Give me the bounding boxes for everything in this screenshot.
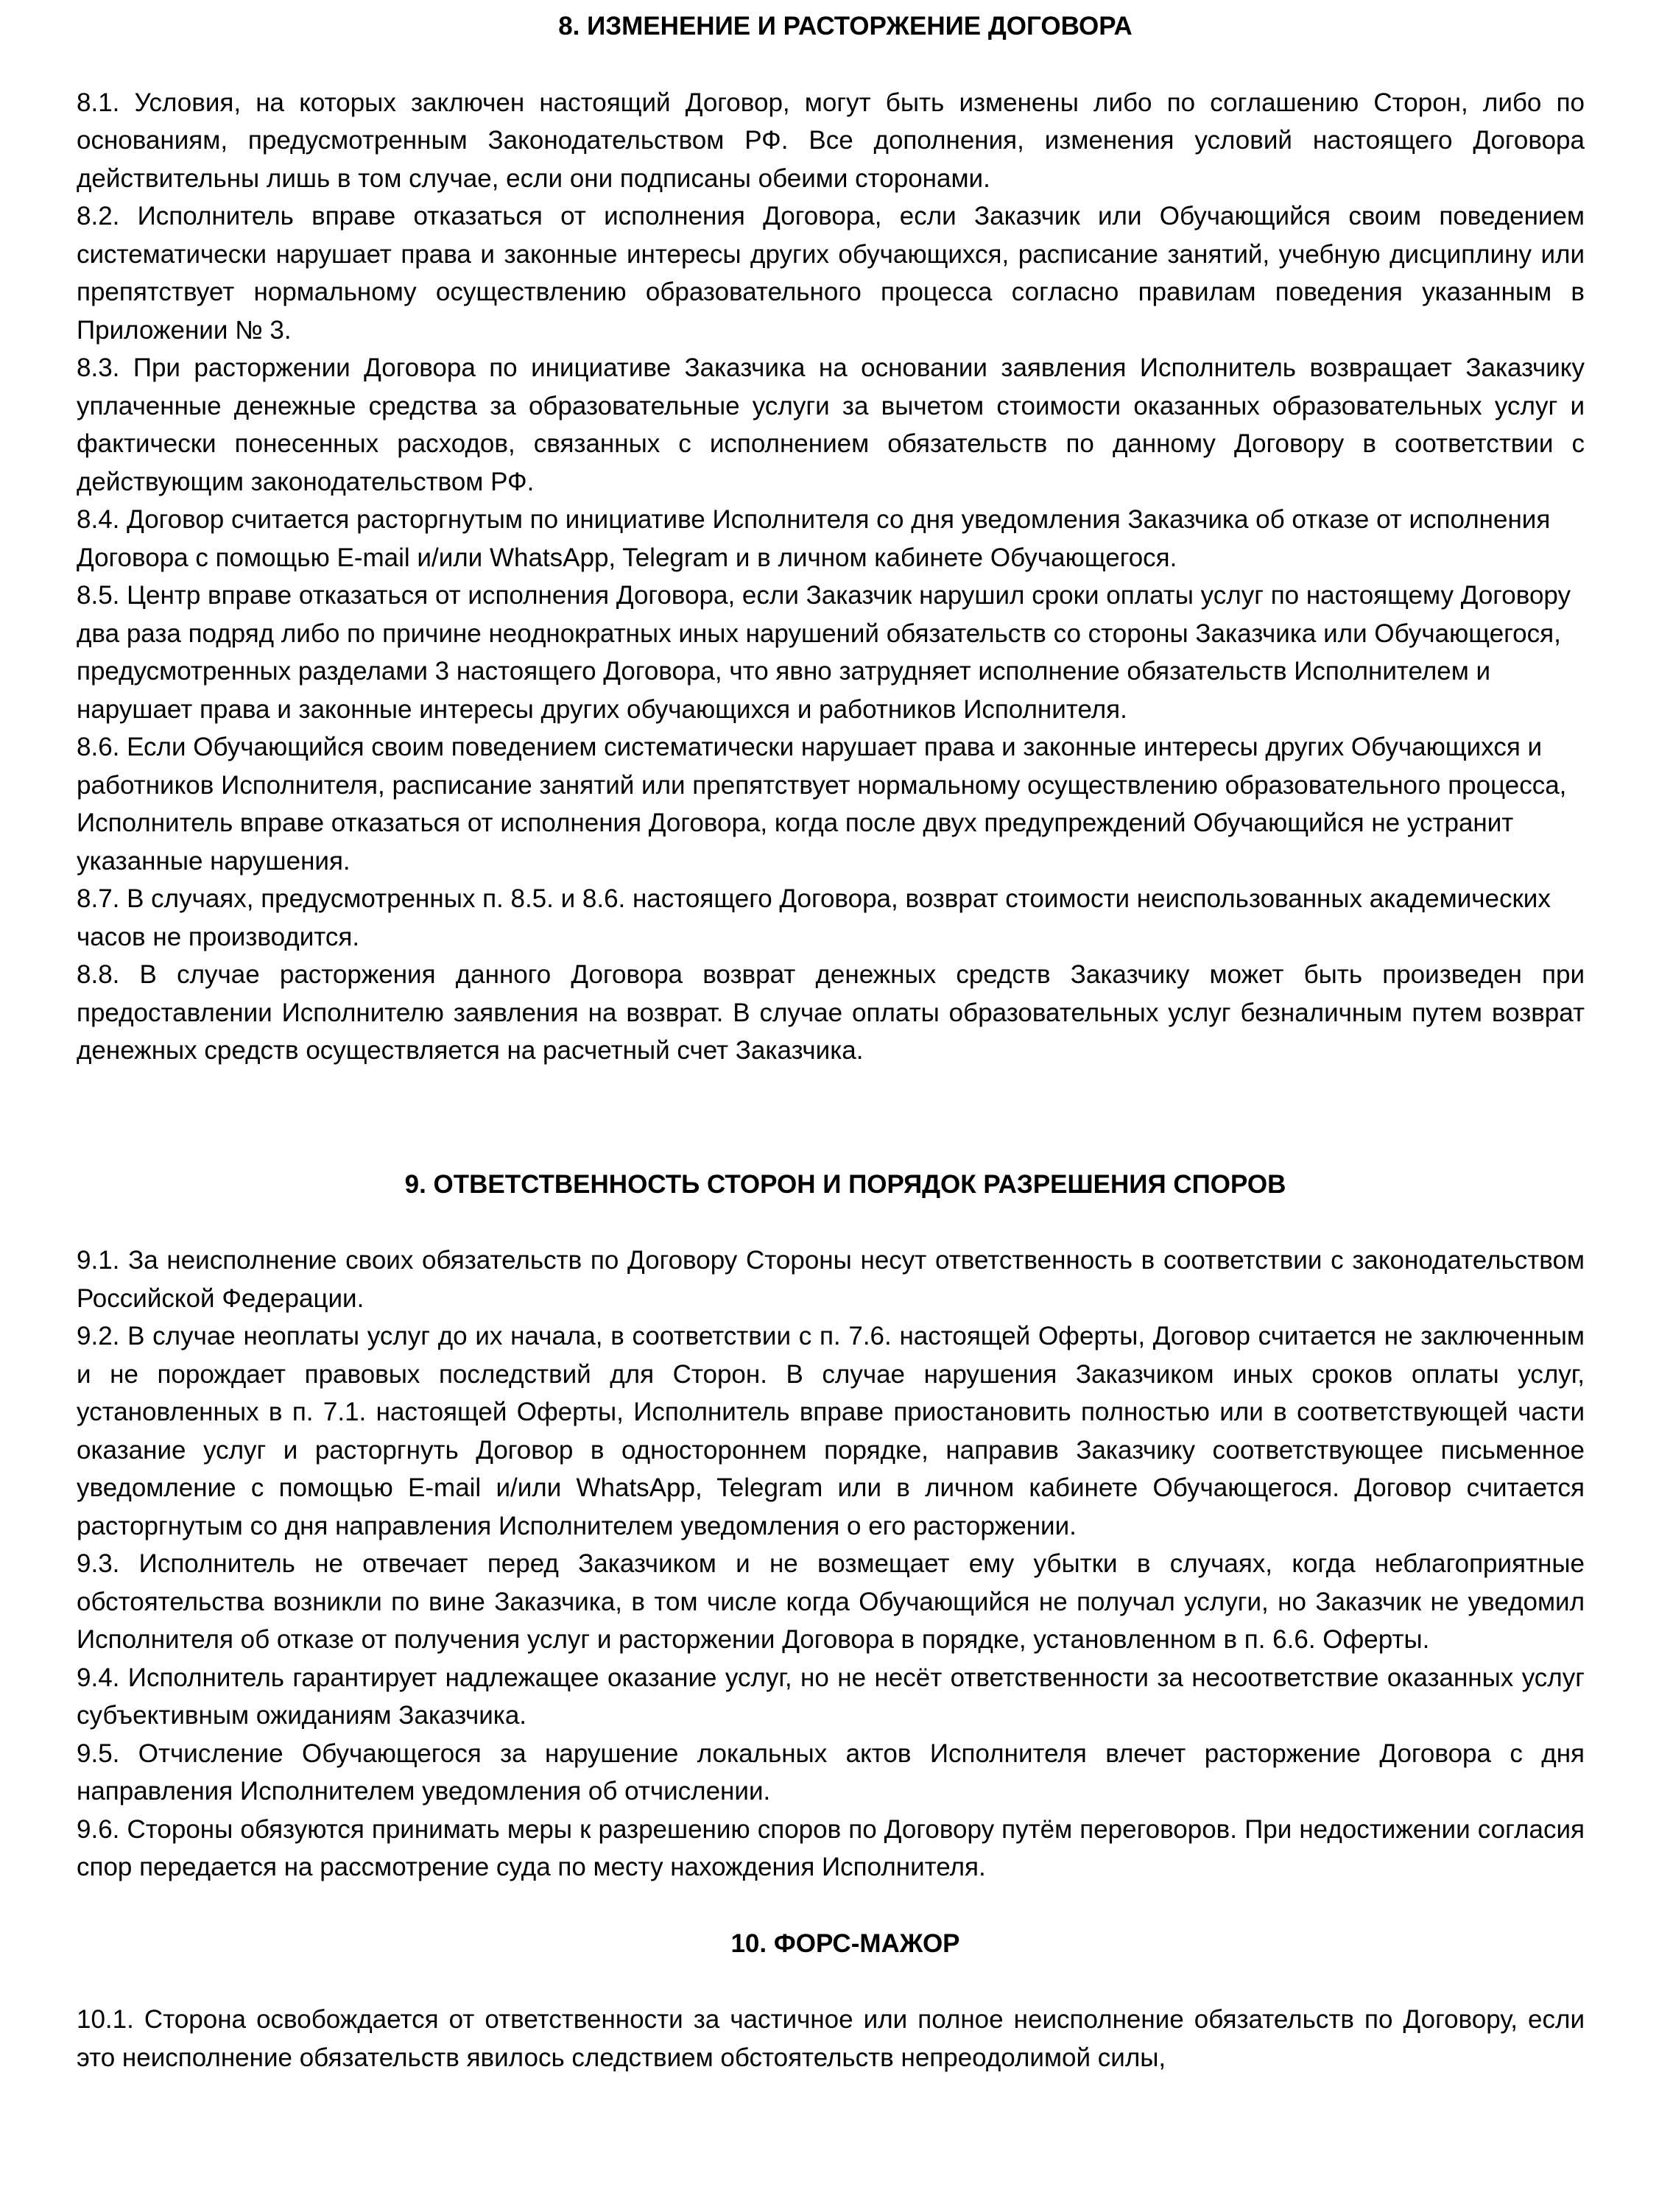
section-10 bbox=[77, 1925, 1585, 2077]
paragraph-9-5: 9.5. Отчисление Обучающегося за нарушение локальных актов Исполнителя влечет расторжение Договора с дня направления Исполнителем уведомления об отчислении. bbox=[77, 1739, 1585, 1806]
paragraph-8-7: 8.7. В случаях, предусмотренных п. 8.5. и 8.6. настоящего Договора, возврат стоимости неиспользованных академических часов не производится. bbox=[77, 884, 1551, 951]
paragraph-8-3: 8.3. При расторжении Договора по инициативе Заказчика на основании заявления Исполнитель возвращает Заказчику уплаченные денежные средства за образовательные услуги за вычетом стоимости оказанных образовательных услуг и фактически понесенных расходов, связанных с исполнением обязательств по данному Договору в соответствии с действующим законодательством РФ. bbox=[77, 353, 1585, 496]
paragraph-8-2: 8.2. Исполнитель вправе отказаться от исполнения Договора, если Заказчик или Обучающийся своим поведением систематически нарушает права и законные интересы других обучающихся, расписание занятий, учебную дисциплину или препятствует нормальному осуществлению образовательного процесса согласно правилам поведения указанным в Приложении № 3. bbox=[77, 202, 1585, 345]
paragraph-9-4: 9.4. Исполнитель гарантирует надлежащее оказание услуг, но не несёт ответственности за несоответствие оказанных услуг субъективным ожиданиям Заказчика. bbox=[77, 1663, 1585, 1730]
document-page bbox=[77, 7, 1585, 2077]
paragraph-9-1: 9.1. За неисполнение своих обязательств по Договору Стороны несут ответственность в соответствии с законодательством Российской Федерации. bbox=[77, 1246, 1585, 1313]
paragraph-8-6: 8.6. Если Обучающийся своим поведением систематически нарушает права и законные интересы других Обучающихся и работников Исполнителя, расписание занятий или препятствует нормальному осуществлению образовательного процесса, Исполнитель вправе отказаться от исполнения Договора, когда после двух предупреждений Обучающийся не устранит указанные нарушения. bbox=[77, 733, 1567, 876]
paragraph-9-6: 9.6. Стороны обязуются принимать меры к разрешению споров по Договору путём переговоров. При недостижении согласия спор передается на рассмотрение суда по месту нахождения Исполнителя. bbox=[77, 1814, 1585, 1881]
paragraph-8-1: 8.1. Условия, на которых заключен настоящий Договор, могут быть изменены либо по соглашению Сторон, либо по основаниям, предусмотренным Законодательством РФ. Все дополнения, изменения условий настоящего Договора действительны лишь в том случае, если они подписаны обеими сторонами. bbox=[77, 88, 1585, 193]
section-9-heading: 9. ОТВЕТСТВЕННОСТЬ СТОРОН И ПОРЯДОК РАЗРЕШЕНИЯ СПОРОВ bbox=[404, 1169, 1286, 1199]
paragraph-8-5: 8.5. Центр вправе отказаться от исполнения Договора, если Заказчик нарушил сроки оплаты услуг по настоящему Договору два раза подряд либо по причине неоднократных иных нарушений обязательств со стороны Заказчика или Обучающегося, предусмотренных разделами 3 настоящего Договора, что явно затрудняет исполнение обязательств Исполнителем и нарушает права и законные интересы других обучающихся и работников Исполнителя. bbox=[77, 581, 1571, 724]
paragraph-8-4: 8.4. Договор считается расторгнутым по инициативе Исполнителя со дня уведомления Заказчика об отказе от исполнения Договора с помощью E-mail и/или WhatsApp, Telegram и в личном кабинете Обучающегося. bbox=[77, 505, 1551, 572]
paragraph-8-8: 8.8. В случае расторжения данного Договора возврат денежных средств Заказчику может быть произведен при предоставлении Исполнителю заявления на возврат. В случае оплаты образовательных услуг безналичным путем возврат денежных средств осуществляется на расчетный счет Заказчика. bbox=[77, 960, 1585, 1065]
paragraph-10-1: 10.1. Сторона освобождается от ответственности за частичное или полное неисполнение обязательств по Договору, если это неисполнение обязательств явилось следствием обстоятельств непреодолимой силы, bbox=[77, 2005, 1585, 2072]
section-8 bbox=[77, 7, 1585, 1070]
section-8-heading: 8. ИЗМЕНЕНИЕ И РАСТОРЖЕНИЕ ДОГОВОРА bbox=[558, 12, 1133, 40]
section-10-heading: 10. ФОРС-МАЖОР bbox=[730, 1929, 960, 1958]
paragraph-9-3: 9.3. Исполнитель не отвечает перед Заказчиком и не возмещает ему убытки в случаях, когда неблагоприятные обстоятельства возникли по вине Заказчика, в том числе когда Обучающийся не получал услуги, но Заказчик не уведомил Исполнителя об отказе от получения услуг и расторжении Договора в порядке, установленном в п. 6.6. Оферты. bbox=[77, 1549, 1585, 1654]
section-9 bbox=[77, 1166, 1585, 1887]
paragraph-9-2: 9.2. В случае неоплаты услуг до их начала, в соответствии с п. 7.6. настоящей Оферты, Договор считается не заключенным и не порождает правовых последствий для Сторон. В случае нарушения Заказчиком иных сроков оплаты услуг, установленных в п. 7.1. настоящей Оферты, Исполнитель вправе приостановить полностью или в соответствующей части оказание услуг и расторгнуть Договор в одностороннем порядке, направив Заказчику соответствующее письменное уведомление с помощью E-mail и/или WhatsApp, Telegram или в личном кабинете Обучающегося. Договор считается расторгнутым со дня направления Исполнителем уведомления о его расторжении. bbox=[77, 1322, 1585, 1540]
